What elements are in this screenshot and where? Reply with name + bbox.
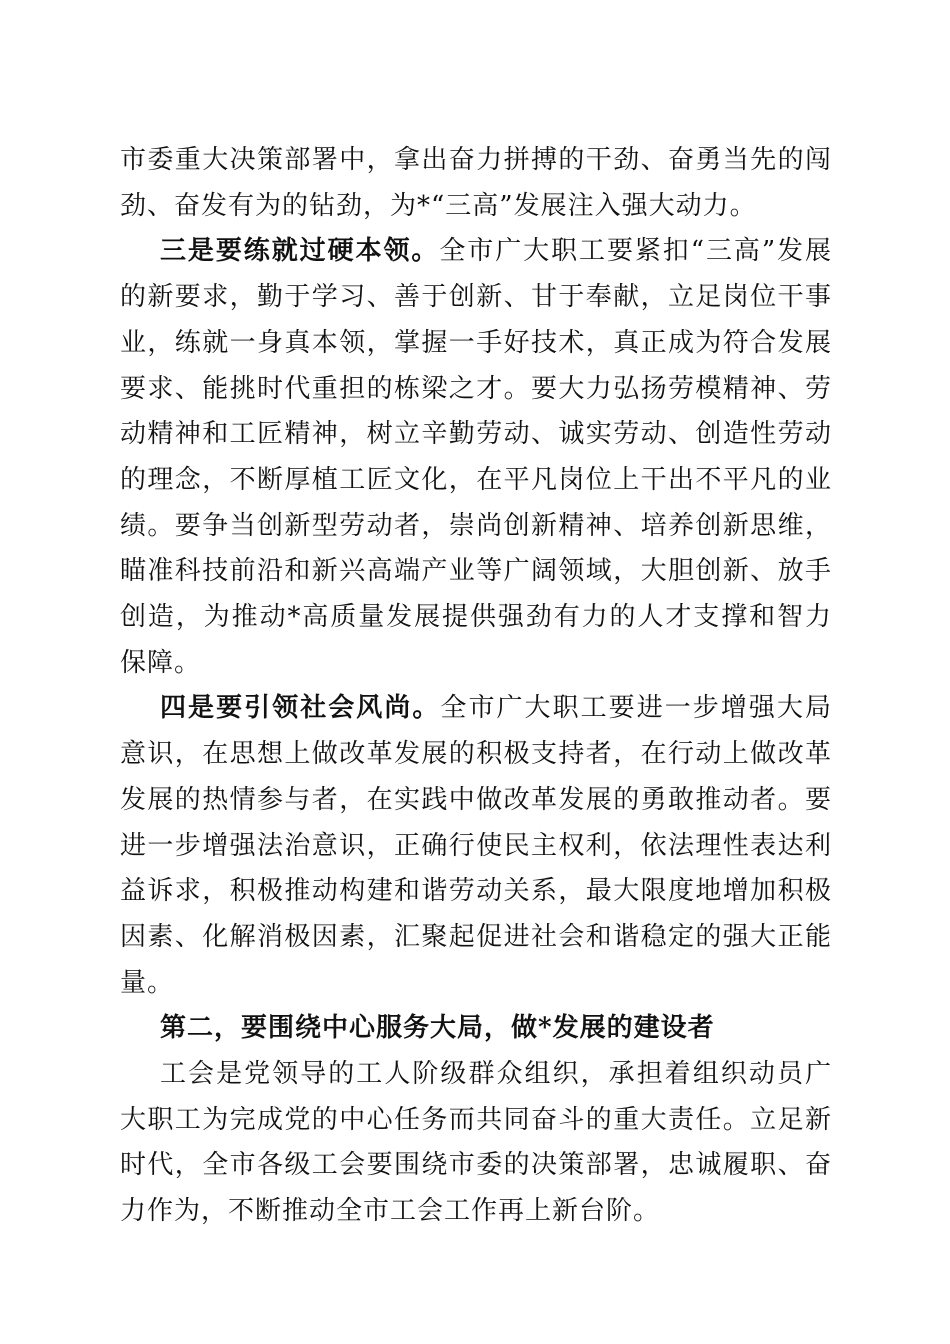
paragraph-lead: 四是要引领社会风尚。 — [160, 693, 441, 724]
heading-text: 第二，要围绕中心服务大局，做*发展的建设者 — [160, 1013, 715, 1044]
paragraph-continuation — [120, 138, 832, 229]
document-body — [120, 138, 832, 1235]
paragraph-skills — [120, 229, 832, 686]
paragraph-lead: 三是要练就过硬本领。 — [160, 236, 440, 267]
paragraph-text: 市委重大决策部署中，拿出奋力拼搏的干劲、奋勇当先的闯劲、奋发有为的钻劲，为*“三高”发展注入强大动力。 — [120, 145, 832, 221]
paragraph-union — [120, 1052, 832, 1235]
paragraph-text: 全市广大职工要进一步增强大局意识，在思想上做改革发展的积极支持者，在行动上做改革发展的热情参与者，在实践中做改革发展的勇敢推动者。要进一步增强法治意识，正确行使民主权利，依法理性表达利益诉求，积极推动构建和谐劳动关系，最大限度地增加积极因素、化解消极因素，汇聚起促进社会和谐稳定的强大正能量。 — [120, 693, 832, 998]
section-heading — [120, 1006, 832, 1052]
paragraph-social-trend — [120, 686, 832, 1006]
paragraph-text: 全市广大职工要紧扣“三高”发展的新要求，勤于学习、善于创新、甘于奉献，立足岗位干事业，练就一身真本领，掌握一手好技术，真正成为符合发展要求、能挑时代重担的栋梁之才。要大力弘扬劳模精神、劳动精神和工匠精神，树立辛勤劳动、诚实劳动、创造性劳动的理念，不断厚植工匠文化，在平凡岗位上干出不平凡的业绩。要争当创新型劳动者，崇尚创新精神、培养创新思维，瞄准科技前沿和新兴高端产业等广阔领域，大胆创新、放手创造，为推动*高质量发展提供强劲有力的人才支撑和智力保障。 — [120, 236, 832, 678]
paragraph-text: 工会是党领导的工人阶级群众组织，承担着组织动员广大职工为完成党的中心任务而共同奋斗的重大责任。立足新时代，全市各级工会要围绕市委的决策部署，忠诚履职、奋力作为，不断推动全市工会工作再上新台阶。 — [120, 1059, 832, 1227]
